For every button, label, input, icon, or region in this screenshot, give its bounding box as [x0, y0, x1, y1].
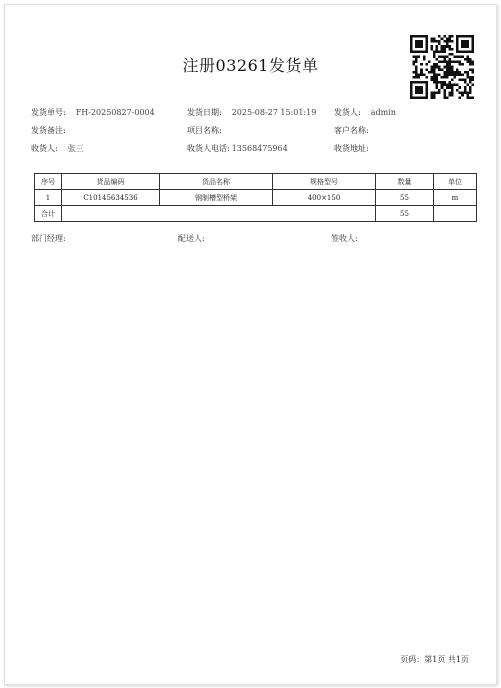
project-label: 项目名称: — [187, 126, 222, 135]
item-spec-cell: 400×150 — [273, 190, 376, 206]
address-label: 收货地址: — [334, 144, 369, 153]
table-row — [35, 190, 477, 206]
remark-field — [31, 125, 76, 136]
row-index-cell: 1 — [35, 190, 62, 206]
total-qty-cell: 55 — [376, 206, 434, 222]
receiver-phone-label: 收货人电话: — [187, 144, 230, 153]
receiver-phone-value: 13568475964 — [231, 144, 288, 153]
column-header: 规格型号 — [273, 174, 376, 190]
items-table — [34, 173, 477, 222]
receiver-field — [31, 143, 84, 154]
item-code-cell: C10145634536 — [62, 190, 160, 206]
shipper-label: 发货人: — [334, 108, 361, 117]
shipper-field — [334, 107, 396, 118]
address-field — [334, 143, 379, 154]
document-page — [4, 4, 497, 685]
table-header-row — [35, 174, 477, 190]
item-name-cell: 钢制槽型桥架 — [160, 190, 273, 206]
column-header: 序号 — [35, 174, 62, 190]
column-header: 货品编码 — [62, 174, 160, 190]
customer-field — [334, 125, 379, 136]
ship-date-field — [187, 107, 316, 118]
delivery-signature-label: 配送人: — [178, 234, 205, 243]
order-no-value: FH-20250827-0004 — [75, 108, 155, 117]
total-label-cell: 合计 — [35, 206, 62, 222]
ship-date-label: 发货日期: — [187, 108, 222, 117]
customer-label: 客户名称: — [334, 126, 369, 135]
receiver-phone-field — [187, 143, 288, 154]
total-empty-cell — [62, 206, 376, 222]
project-field — [187, 125, 232, 136]
column-header: 货品名称 — [160, 174, 273, 190]
receiver-label: 收货人: — [31, 144, 58, 153]
recipient-signature-label: 签收人: — [331, 234, 358, 243]
qr-code-icon — [410, 35, 474, 99]
order-no-label: 发货单号: — [31, 108, 66, 117]
column-header: 数量 — [376, 174, 434, 190]
manager-signature-label: 部门经理: — [31, 234, 66, 243]
receiver-value: 张三 — [67, 144, 84, 153]
column-header: 单位 — [434, 174, 477, 190]
order-no-field — [31, 107, 155, 118]
table-total-row — [35, 206, 477, 222]
page-number: 页码：第1页 共1页 — [400, 655, 469, 664]
document-title: 注册03261发货单 — [182, 56, 319, 75]
item-unit-cell: m — [434, 190, 477, 206]
item-qty-cell: 55 — [376, 190, 434, 206]
shipper-value: admin — [370, 108, 396, 117]
remark-label: 发货备注: — [31, 126, 66, 135]
total-unit-cell — [434, 206, 477, 222]
ship-date-value: 2025-08-27 15:01:19 — [231, 108, 317, 117]
